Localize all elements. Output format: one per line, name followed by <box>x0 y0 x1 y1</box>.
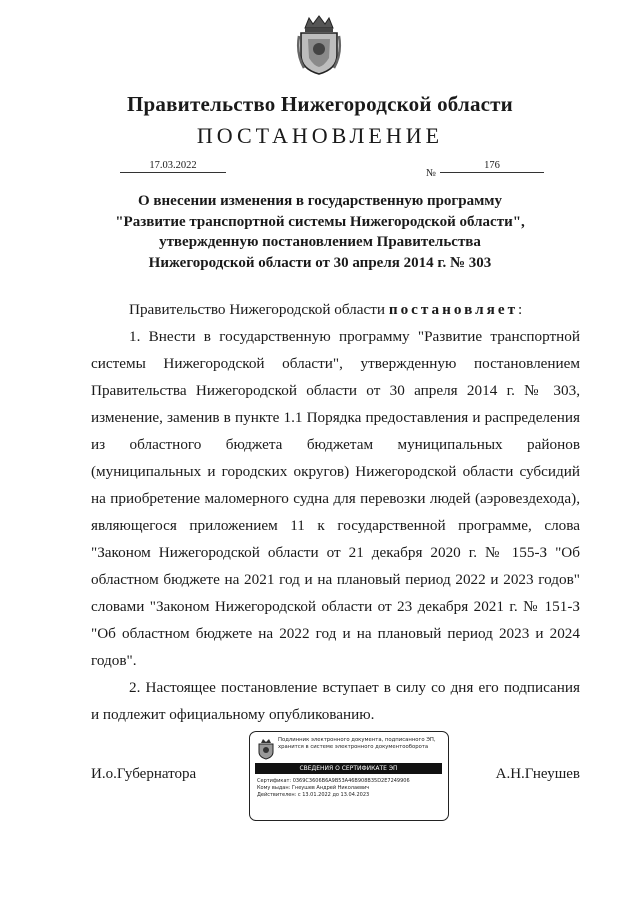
paragraph-item-1: 1. Внести в государственную программу "Развитие транспортной системы Нижегородской области", утвержденную постановлением Правительства Нижегородской области от 30 апреля 2014 г. № 303, изменение, заменив в пункте 1.1 Порядка предоставления и распределения из областного бюджета бюджетам муниципальных районов (муниципальных и городских округов) Нижегородской области субсидий на приобретение маломерного судна для перевозки людей (аэровездехода), являющегося приложением 11 к государственной программе, слова "Законом Нижегородской области от 21 декабря 2020 г. № 155-З "Об областном бюджете на 2021 год и на плановый период 2022 и 2023 годов" словами "Законом Нижегородской области от 23 декабря 2021 г. № 151-З "Об областном бюджете на 2022 год и на плановый период 2023 и 2024 годов". <box>91 328 580 669</box>
stamp-certificate: Сертификат: 0369C3606B6A9B53A46B908B35D2E7249906 <box>257 778 410 784</box>
stamp-header-line: хранится в системе электронного документооборота <box>278 743 429 750</box>
subject-line: Нижегородской области от 30 апреля 2014 г. № 303 <box>148 254 492 271</box>
intro-paragraph <box>91 296 580 323</box>
subject-line: утвержденную постановлением Правительства <box>159 234 481 250</box>
coat-of-arms-small-icon <box>257 738 275 760</box>
document-number: 176 <box>440 160 544 173</box>
document-body <box>91 296 580 728</box>
stamp-header <box>278 737 444 751</box>
coat-of-arms-icon <box>296 14 342 76</box>
signatory-name: А.Н.Гнеушев <box>495 766 580 782</box>
subject-line: О внесении изменения в государственную программу <box>137 193 503 209</box>
signatory-position: И.о.Губернатора <box>91 766 197 782</box>
intro-suffix: : <box>518 301 523 318</box>
government-title: Правительство Нижегородской области <box>127 92 513 116</box>
document-type: ПОСТАНОВЛЕНИЕ <box>196 123 444 148</box>
document-date: 17.03.2022 <box>120 160 226 173</box>
electronic-signature-stamp <box>249 731 449 821</box>
stamp-header-line: Подлинник электронного документа, подписанного ЭП, <box>278 737 436 743</box>
stamp-owner: Кому выдан: Гнеушев Андрей Николаевич <box>257 785 370 791</box>
paragraph-item-2: 2. Настоящее постановление вступает в силу со дня его подписания и подлежит официальному опубликованию. <box>91 679 580 723</box>
number-sign: № <box>426 168 437 179</box>
intro-keyword: постановляет <box>388 301 519 318</box>
intro-prefix: Правительство Нижегородской области <box>129 301 386 318</box>
stamp-title-bar: СВЕДЕНИЯ О СЕРТИФИКАТЕ ЭП <box>255 763 442 774</box>
stamp-details <box>257 778 443 799</box>
document-subject <box>100 191 540 273</box>
stamp-validity: Действителен: с 13.01.2022 до 13.04.2023 <box>257 792 370 798</box>
subject-line: "Развитие транспортной системы Нижегородской области", <box>115 213 525 230</box>
